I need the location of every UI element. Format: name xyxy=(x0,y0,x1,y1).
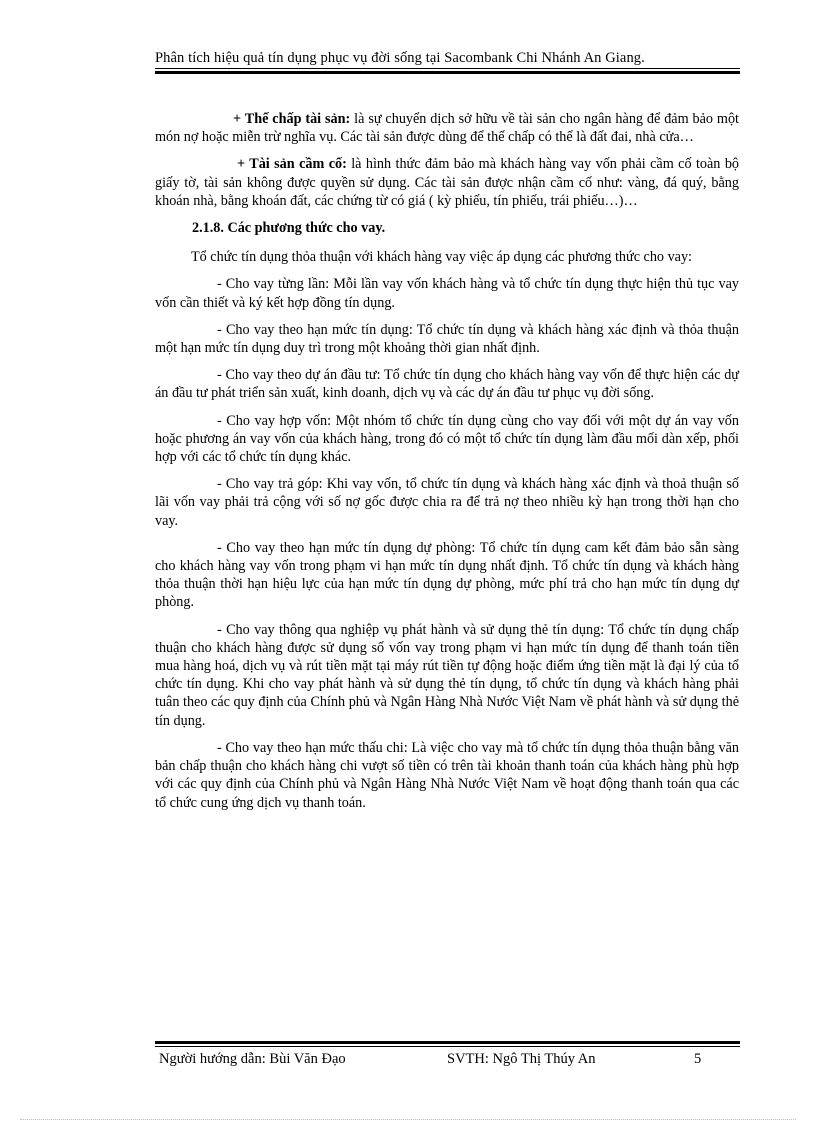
header-rule-thick xyxy=(155,71,740,74)
list-item: - Cho vay từng lần: Mỗi lần vay vốn khách hàng và tổ chức tín dụng thực hiện thủ tục vay vốn cần thiết và ký kết hợp đồng tín dụng. xyxy=(155,276,739,311)
list-item: - Cho vay theo hạn mức tín dụng: Tổ chức tín dụng và khách hàng xác định và thỏa thuận một hạn mức tín dụng duy trì trong một khoảng thời gian nhất định. xyxy=(155,321,739,357)
list-item: - Cho vay trả góp: Khi vay vốn, tổ chức tín dụng và khách hàng xác định và thoả thuận số lãi vốn vay phải trả cộng với số nợ gốc được chia ra để trả nợ theo nhiều kỳ hạn trong thời hạn cho vay. xyxy=(155,476,739,529)
list-item: - Cho vay theo hạn mức tín dụng dự phòng: Tổ chức tín dụng cam kết đảm bảo sẵn sàng cho khách hàng vay vốn trong phạm vi hạn mức tín dụng nhất định. Tổ chức tín dụng và khách hàng thỏa thuận thời hạn hiệu lực của hạn mức tín dụng dự phòng, mức phí trả cho hạn mức tín dụng dự phòng. xyxy=(155,539,739,611)
paragraph-intro: Tổ chức tín dụng thỏa thuận với khách hàng vay việc áp dụng các phương thức cho vay: xyxy=(191,249,692,266)
list-item: - Cho vay thông qua nghiệp vụ phát hành và sử dụng thẻ tín dụng: Tổ chức tín dụng chấp thuận cho khách hàng được sử dụng số vốn vay trong phạm vi hạn mức tín dụng để thanh toán tiền mua hàng hoá, dịch vụ và rút tiền mặt tại máy rút tiền tự động hoặc điểm ứng tiền mặt là đại lý của tổ chức tín dụng. Khi cho vay phát hành và sử dụng thẻ tín dụng, tổ chức tín dụng và khách hàng phải tuân theo các quy định của Chính phủ và Ngân Hàng Nhà Nước Việt Nam về phát hành và sử dụng thẻ tín dụng. xyxy=(155,621,739,729)
list-item: - Cho vay theo hạn mức thấu chi: Là việc cho vay mà tổ chức tín dụng thỏa thuận bằng văn bản chấp thuận cho khách hàng chi vượt số tiền có trên tài khoản thanh toán của khách hàng phù hợp với các quy định của Chính phủ và Ngân Hàng Nhà Nước Việt Nam về hoạt động thanh toán qua các tổ chức cung ứng dịch vụ thanh toán. xyxy=(155,739,739,811)
footer-rule-thin xyxy=(155,1046,740,1047)
text-pledge: là hình thức đảm bảo mà khách hàng vay vốn phải cầm cố toàn bộ giấy tờ, tài sản không được quyền sử dụng. Các tài sản được nhận cầm cố như: vàng, đá quý, bằng khoán nhà, bằng khoán đất, các chứng từ có giá ( kỳ phiếu, tín phiếu, trái phiếu…)… xyxy=(155,156,740,209)
list-item: - Cho vay hợp vốn: Một nhóm tổ chức tín dụng cùng cho vay đối với một dự án vay vốn hoặc phương án vay vốn của khách hàng, trong đó có một tổ chức tín dụng làm đầu mối dàn xếp, phối hợp với các tổ chức tín dụng khác. xyxy=(155,412,739,466)
footer-rule-thick xyxy=(155,1041,740,1044)
term-pledge: + Tài sản cầm cố: xyxy=(237,156,347,173)
text-mortgage: là sự chuyển dịch sở hữu về tài sản cho ngân hàng để đảm bảo một món nợ hoặc miễn trừ nghĩa vụ. Các tài sản được dùng để thế chấp có thể là đất đai, nhà cửa… xyxy=(155,111,739,146)
header-rule-thin xyxy=(155,68,740,69)
page-header: Phân tích hiệu quả tín dụng phục vụ đời sống tại Sacombank Chi Nhánh An Giang. xyxy=(155,50,645,66)
page-body xyxy=(155,110,739,821)
term-mortgage: + Thế chấp tài sản: xyxy=(233,111,351,127)
footer-advisor: Người hướng dẫn: Bùi Văn Đạo xyxy=(159,1051,346,1067)
paragraph-pledge xyxy=(155,155,739,210)
footer-student: SVTH: Ngô Thị Thúy An xyxy=(447,1051,596,1067)
paragraph-mortgage xyxy=(155,110,739,146)
page-bottom-border xyxy=(20,1119,796,1120)
list-item: - Cho vay theo dự án đầu tư: Tổ chức tín dụng cho khách hàng vay vốn để thực hiện các dự án đầu tư phát triển sản xuất, kinh doanh, dịch vụ và các dự án đầu tư phục vụ đời sống. xyxy=(155,367,739,402)
page-number: 5 xyxy=(694,1051,702,1067)
section-heading: 2.1.8. Các phương thức cho vay. xyxy=(192,220,386,237)
